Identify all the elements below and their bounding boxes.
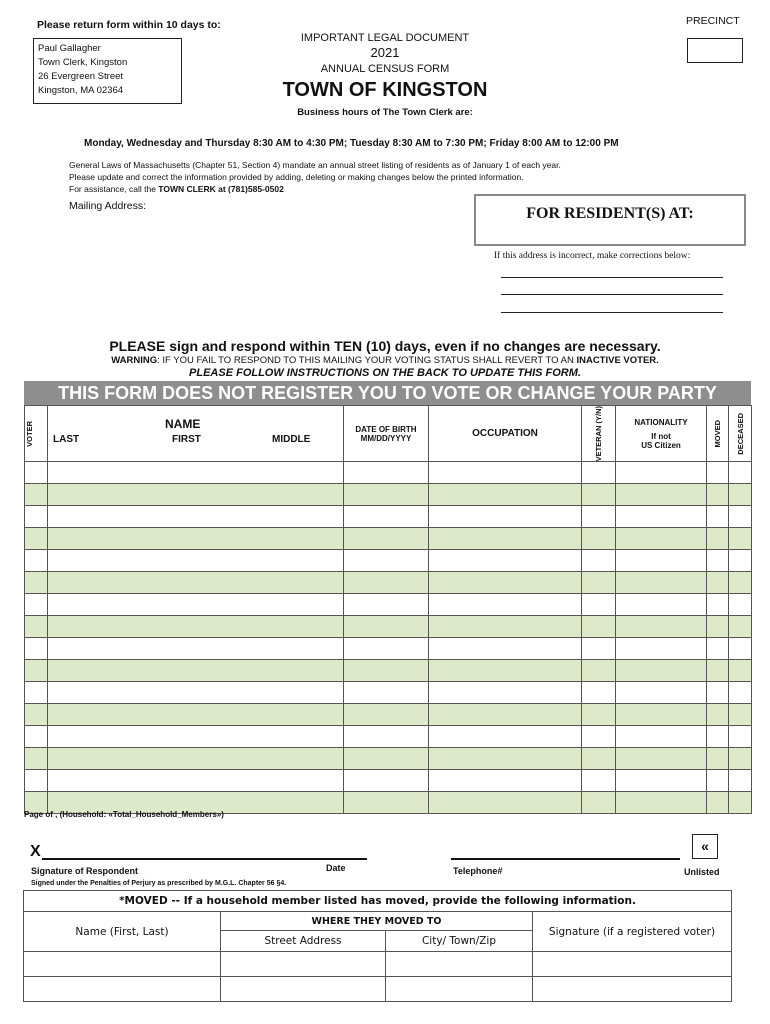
nationality-label: NATIONALITY [634, 417, 688, 427]
unlisted-label: Unlisted [684, 867, 720, 877]
moved-row [24, 977, 732, 1002]
table-cell[interactable] [616, 506, 707, 528]
table-cell[interactable] [429, 594, 582, 616]
table-row [25, 594, 752, 616]
table-cell[interactable] [707, 638, 729, 660]
moved-name-header: Name (First, Last) [24, 912, 221, 952]
table-cell[interactable] [729, 638, 752, 660]
table-row [25, 726, 752, 748]
form-year: 2021 [370, 45, 400, 60]
table-cell[interactable] [707, 594, 729, 616]
table-cell[interactable] [344, 572, 429, 594]
page-title: TOWN OF KINGSTON [282, 79, 488, 101]
first-label: FIRST [172, 434, 201, 445]
table-cell[interactable] [616, 682, 707, 704]
table-cell[interactable] [616, 462, 707, 484]
perjury-note: Signed under the Penalties of Perjury as prescribed by M.G.L. Chapter 56 §4. [31, 880, 287, 887]
moved-cell[interactable] [386, 952, 533, 977]
moved-label: MOVED [713, 419, 722, 448]
resident-box: FOR RESIDENT(S) AT: [474, 194, 746, 246]
table-cell[interactable] [616, 616, 707, 638]
table-cell[interactable] [582, 550, 616, 572]
table-cell[interactable] [48, 550, 344, 572]
table-cell[interactable] [344, 682, 429, 704]
table-cell[interactable] [616, 748, 707, 770]
deceased-label: DECEASED [735, 412, 745, 455]
table-cell[interactable] [729, 792, 752, 814]
table-cell[interactable] [429, 792, 582, 814]
table-cell[interactable] [616, 660, 707, 682]
table-cell[interactable] [344, 506, 429, 528]
table-cell[interactable] [582, 726, 616, 748]
table-cell[interactable] [48, 682, 344, 704]
table-cell[interactable] [429, 572, 582, 594]
correction-line[interactable] [501, 312, 723, 313]
table-cell[interactable] [344, 704, 429, 726]
moved-title-row [24, 891, 732, 912]
table-cell[interactable] [429, 726, 582, 748]
nationality-header [616, 406, 707, 462]
table-cell[interactable] [729, 770, 752, 792]
return-address-box [33, 38, 182, 104]
moved-title: *MOVED -- If a household member listed has moved, provide the following information. [24, 891, 732, 912]
table-cell[interactable] [729, 506, 752, 528]
table-cell[interactable] [344, 770, 429, 792]
table-cell[interactable] [582, 616, 616, 638]
table-row [25, 506, 752, 528]
warning-label: WARNING [111, 355, 158, 366]
table-cell[interactable] [729, 572, 752, 594]
table-cell[interactable] [25, 770, 48, 792]
return-address-line: Town Clerk, Kingston [38, 57, 128, 68]
table-cell[interactable] [48, 726, 344, 748]
instruction-line: Please update and correct the information provided by adding, deleting or making changes below the printed information. [69, 172, 524, 182]
table-cell[interactable] [344, 660, 429, 682]
table-cell[interactable] [729, 594, 752, 616]
table-cell[interactable] [48, 638, 344, 660]
moved-signature-header: Signature (if a registered voter) [533, 912, 732, 952]
table-cell[interactable] [344, 638, 429, 660]
table-cell[interactable] [25, 572, 48, 594]
moved-street-header: Street Address [221, 931, 386, 952]
table-cell[interactable] [707, 660, 729, 682]
table-cell[interactable] [48, 506, 344, 528]
telephone-label: Telephone# [453, 866, 503, 876]
table-cell[interactable] [48, 572, 344, 594]
table-cell[interactable] [25, 682, 48, 704]
table-row [25, 616, 752, 638]
precinct-label: PRECINCT [686, 15, 740, 27]
table-cell[interactable] [429, 550, 582, 572]
unlisted-checkbox[interactable]: « [692, 834, 718, 859]
dob-header [344, 406, 429, 462]
moved-city-header: City/ Town/Zip [386, 931, 533, 952]
table-row [25, 704, 752, 726]
moved-header-row [24, 912, 732, 931]
table-cell[interactable] [429, 528, 582, 550]
warning-end: INACTIVE VOTER. [576, 355, 659, 366]
table-cell[interactable] [48, 616, 344, 638]
table-cell[interactable] [48, 660, 344, 682]
table-cell[interactable] [48, 528, 344, 550]
table-cell[interactable] [582, 704, 616, 726]
precinct-box [687, 38, 743, 63]
return-address-line: Paul Gallagher [38, 43, 101, 54]
deceased-header [729, 406, 752, 462]
table-cell[interactable] [616, 550, 707, 572]
page-note: Page of , (Household: «Total_Household_Members») [24, 810, 224, 819]
table-cell[interactable] [344, 616, 429, 638]
return-address-line: Kingston, MA 02364 [38, 85, 124, 96]
table-cell[interactable] [429, 616, 582, 638]
table-cell[interactable] [25, 616, 48, 638]
moved-table [23, 890, 732, 1002]
table-cell[interactable] [48, 770, 344, 792]
moved-cell[interactable] [533, 952, 732, 977]
last-label: LAST [53, 434, 80, 445]
table-cell[interactable] [616, 770, 707, 792]
table-cell[interactable] [25, 506, 48, 528]
table-cell[interactable] [429, 462, 582, 484]
moved-cell[interactable] [386, 977, 533, 1002]
table-row [25, 462, 752, 484]
table-cell[interactable] [707, 528, 729, 550]
table-cell[interactable] [429, 660, 582, 682]
table-cell[interactable] [48, 484, 344, 506]
return-address-line: 26 Evergreen Street [38, 71, 124, 82]
table-cell[interactable] [344, 726, 429, 748]
table-cell[interactable] [25, 462, 48, 484]
table-cell[interactable] [344, 594, 429, 616]
table-cell[interactable] [25, 748, 48, 770]
name-label: NAME [165, 417, 201, 431]
table-cell[interactable] [582, 462, 616, 484]
table-row [25, 528, 752, 550]
table-cell[interactable] [707, 616, 729, 638]
dob-format: MM/DD/YYYY [360, 433, 412, 443]
table-cell[interactable] [616, 792, 707, 814]
table-cell[interactable] [707, 682, 729, 704]
table-header [25, 406, 752, 462]
table-row [25, 550, 752, 572]
table-cell[interactable] [707, 704, 729, 726]
doc-type: IMPORTANT LEGAL DOCUMENT [300, 32, 470, 44]
telephone-line[interactable] [451, 858, 680, 860]
table-row [25, 484, 752, 506]
correction-note: If this address is incorrect, make corrections below: [494, 251, 691, 261]
table-cell[interactable] [582, 484, 616, 506]
moved-header [707, 406, 729, 462]
table-cell[interactable] [729, 704, 752, 726]
table-cell[interactable] [48, 704, 344, 726]
date-label: Date [326, 863, 346, 873]
table-cell[interactable] [582, 506, 616, 528]
table-cell[interactable] [729, 660, 752, 682]
table-cell[interactable] [616, 572, 707, 594]
table-cell[interactable] [707, 506, 729, 528]
middle-label: MIDDLE [272, 434, 311, 445]
table-row [25, 638, 752, 660]
table-row [25, 682, 752, 704]
moved-cell[interactable] [24, 977, 221, 1002]
table-cell[interactable] [25, 726, 48, 748]
table-cell[interactable] [582, 594, 616, 616]
table-cell[interactable] [582, 682, 616, 704]
table-row [25, 770, 752, 792]
table-cell[interactable] [729, 726, 752, 748]
table-cell[interactable] [707, 572, 729, 594]
mailing-label: Mailing Address: [69, 200, 147, 212]
veteran-label: VETERAN (Y/N) [594, 406, 603, 462]
table-cell[interactable] [582, 528, 616, 550]
table-cell[interactable] [582, 792, 616, 814]
table-cell[interactable] [729, 484, 752, 506]
table-cell[interactable] [344, 528, 429, 550]
table-row [25, 748, 752, 770]
correction-line[interactable] [501, 277, 723, 278]
sign-respond-notice: PLEASE sign and respond within TEN (10) days, even if no changes are necessary. [109, 338, 661, 354]
moved-where-header: WHERE THEY MOVED TO [221, 912, 533, 931]
table-cell[interactable] [48, 462, 344, 484]
table-cell[interactable] [429, 748, 582, 770]
table-cell[interactable] [729, 748, 752, 770]
moved-cell[interactable] [533, 977, 732, 1002]
table-cell[interactable] [616, 594, 707, 616]
correction-line[interactable] [501, 294, 723, 295]
table-cell[interactable] [429, 682, 582, 704]
register-banner: THIS FORM DOES NOT REGISTER YOU TO VOTE OR CHANGE YOUR PARTY [24, 381, 751, 405]
table-cell[interactable] [707, 462, 729, 484]
table-cell[interactable] [707, 550, 729, 572]
follow-instructions: PLEASE FOLLOW INSTRUCTIONS ON THE BACK TO UPDATE THIS FORM. [189, 367, 581, 379]
clerk-phone: TOWN CLERK at (781)585-0502 [158, 184, 284, 194]
table-cell[interactable] [616, 726, 707, 748]
assist-prefix: For assistance, call the [69, 184, 159, 194]
table-cell[interactable] [344, 792, 429, 814]
table-cell[interactable] [729, 462, 752, 484]
return-label: Please return form within 10 days to: [37, 19, 221, 31]
table-cell[interactable] [582, 660, 616, 682]
table-cell[interactable] [582, 748, 616, 770]
table-cell[interactable] [616, 484, 707, 506]
nationality-note: If not [651, 431, 671, 441]
table-cell[interactable] [429, 638, 582, 660]
table-cell[interactable] [616, 638, 707, 660]
instructions [69, 159, 561, 195]
table-row [25, 660, 752, 682]
table-cell[interactable] [582, 572, 616, 594]
signature-label: Signature of Respondent [31, 866, 139, 876]
form-name: ANNUAL CENSUS FORM [320, 63, 450, 75]
voter-header [25, 406, 48, 462]
voter-header-label: VOTER [25, 420, 34, 447]
x-mark: X [30, 843, 41, 860]
dob-label: DATE OF BIRTH [355, 424, 417, 434]
table-cell[interactable] [344, 484, 429, 506]
nationality-note: US Citizen [641, 440, 681, 450]
table-cell[interactable] [707, 792, 729, 814]
table-cell[interactable] [25, 704, 48, 726]
table-cell[interactable] [25, 660, 48, 682]
table-cell[interactable] [25, 528, 48, 550]
resident-table [24, 405, 752, 814]
table-cell[interactable] [25, 550, 48, 572]
table-cell[interactable] [25, 638, 48, 660]
table-cell[interactable] [729, 550, 752, 572]
occupation-header: OCCUPATION [429, 406, 582, 462]
table-cell[interactable] [429, 506, 582, 528]
table-cell[interactable] [729, 682, 752, 704]
table-cell[interactable] [582, 770, 616, 792]
table-cell[interactable] [344, 748, 429, 770]
instruction-line: General Laws of Massachusetts (Chapter 51, Section 4) mandate an annual street listing of residents as of January 1 of each year. [69, 160, 561, 170]
warning-text: : IF YOU FAIL TO RESPOND TO THIS MAILING YOUR VOTING STATUS SHALL REVERT TO AN [157, 355, 577, 366]
table-row [25, 572, 752, 594]
table-cell[interactable] [707, 484, 729, 506]
table-cell[interactable] [25, 484, 48, 506]
table-cell[interactable] [707, 748, 729, 770]
table-cell[interactable] [582, 638, 616, 660]
table-cell[interactable] [616, 528, 707, 550]
signature-line[interactable] [42, 858, 367, 860]
warning-notice [0, 355, 770, 366]
table-cell[interactable] [616, 704, 707, 726]
table-cell[interactable] [429, 704, 582, 726]
table-cell[interactable] [344, 462, 429, 484]
table-cell[interactable] [429, 484, 582, 506]
table-cell[interactable] [25, 594, 48, 616]
table-cell[interactable] [729, 616, 752, 638]
table-cell[interactable] [344, 550, 429, 572]
business-hours: Monday, Wednesday and Thursday 8:30 AM to 4:30 PM; Tuesday 8:30 AM to 7:30 PM; Friday 8:00 AM to 12:00 PM [84, 138, 619, 149]
moved-cell[interactable] [221, 952, 386, 977]
table-cell[interactable] [429, 770, 582, 792]
veteran-header [582, 406, 616, 462]
moved-cell[interactable] [24, 952, 221, 977]
hours-label: Business hours of The Town Clerk are: [297, 107, 473, 118]
moved-cell[interactable] [221, 977, 386, 1002]
table-cell[interactable] [707, 726, 729, 748]
table-cell[interactable] [707, 770, 729, 792]
moved-row [24, 952, 732, 977]
name-header [48, 406, 344, 462]
table-cell[interactable] [48, 748, 344, 770]
table-cell[interactable] [729, 528, 752, 550]
table-cell[interactable] [48, 594, 344, 616]
